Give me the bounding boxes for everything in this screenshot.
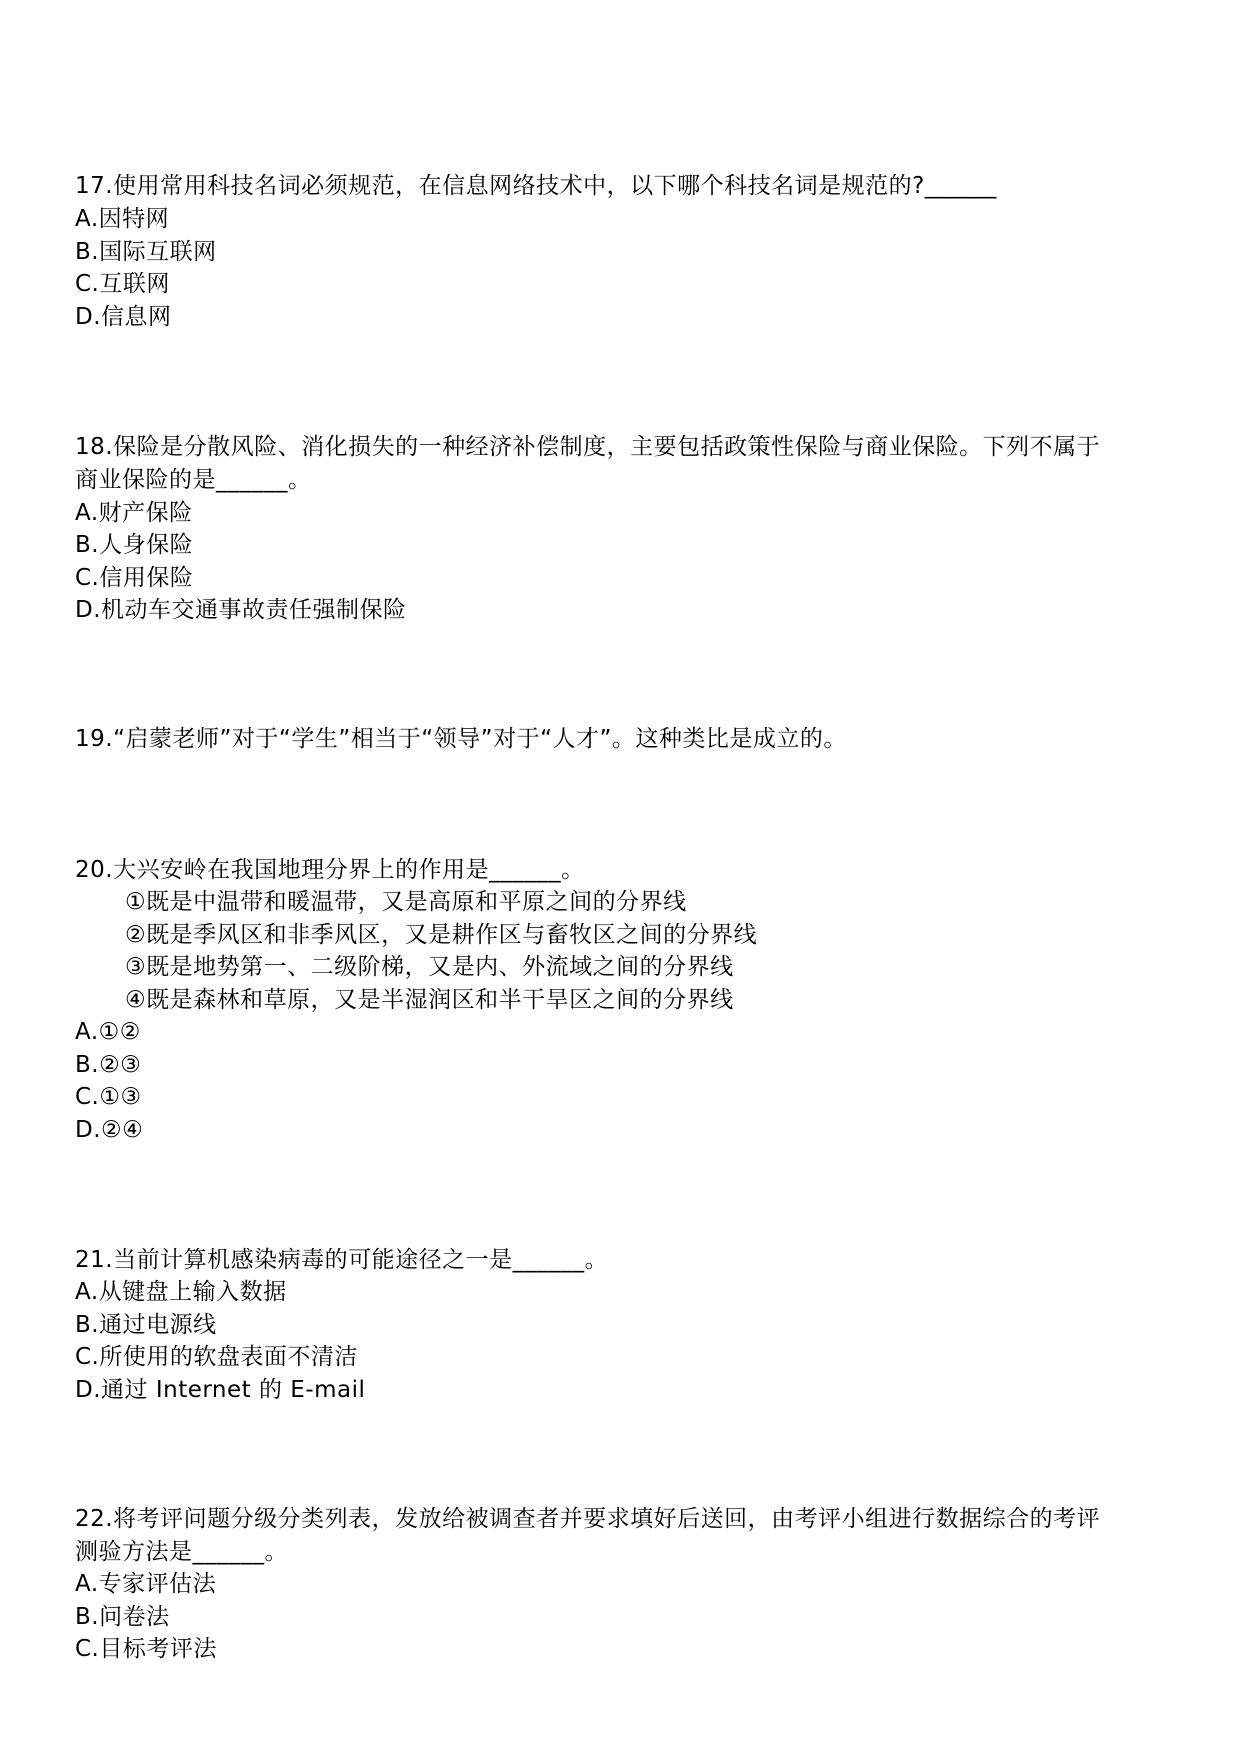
question-20-option-a: A.①② xyxy=(75,1019,141,1045)
question-21-option-b: B.通过电源线 xyxy=(75,1312,217,1338)
question-19-stem: 19.“启蒙老师”对于“学生”相当于“领导”对于“人才”。这种类比是成立的。 xyxy=(75,726,847,752)
question-20-option-b: B.②③ xyxy=(75,1052,142,1078)
question-21-option-c: C.所使用的软盘表面不清洁 xyxy=(75,1344,358,1370)
question-20-option-c: C.①③ xyxy=(75,1084,142,1110)
question-22-stem-line-1: 22.将考评问题分级分类列表，发放给被调查者并要求填好后送回，由考评小组进行数据综合的考评 xyxy=(75,1506,1101,1532)
question-20-statement-4: ④既是森林和草原，又是半湿润区和半干旱区之间的分界线 xyxy=(125,987,734,1013)
question-18-stem-line-2: 商业保险的是______。 xyxy=(75,467,312,493)
question-22-option-a: A.专家评估法 xyxy=(75,1571,217,1597)
question-20-statement-2: ②既是季风区和非季风区，又是耕作区与畜牧区之间的分界线 xyxy=(125,922,758,948)
question-18-option-c: C.信用保险 xyxy=(75,565,194,591)
question-17-stem: 17.使用常用科技名词必须规范，在信息网络技术中，以下哪个科技名词是规范的?______ xyxy=(75,173,997,199)
question-17-option-b: B.国际互联网 xyxy=(75,239,217,265)
question-20-statement-3: ③既是地势第一、二级阶梯，又是内、外流域之间的分界线 xyxy=(125,954,734,980)
question-17-option-a: A.因特网 xyxy=(75,206,170,232)
question-21-option-d: D.通过 Internet 的 E-mail xyxy=(75,1377,366,1403)
question-17-option-d: D.信息网 xyxy=(75,304,172,330)
question-20-option-d: D.②④ xyxy=(75,1117,144,1143)
question-20-stem: 20.大兴安岭在我国地理分界上的作用是______。 xyxy=(75,857,585,883)
question-18-option-d: D.机动车交通事故责任强制保险 xyxy=(75,597,407,623)
question-18-option-a: A.财产保险 xyxy=(75,500,193,526)
question-21-stem: 21.当前计算机感染病毒的可能途径之一是______。 xyxy=(75,1247,609,1273)
question-21-option-a: A.从键盘上输入数据 xyxy=(75,1279,287,1305)
question-18-option-b: B.人身保险 xyxy=(75,532,194,558)
question-22-stem-line-2: 测验方法是______。 xyxy=(75,1539,288,1565)
question-20-statement-1: ①既是中温带和暖温带，又是高原和平原之间的分界线 xyxy=(125,889,687,915)
question-17-option-c: C.互联网 xyxy=(75,271,170,297)
question-22-option-b: B.问卷法 xyxy=(75,1604,170,1630)
question-22-option-c: C.目标考评法 xyxy=(75,1636,217,1662)
question-18-stem-line-1: 18.保险是分散风险、消化损失的一种经济补偿制度，主要包括政策性保险与商业保险。下列不属于 xyxy=(75,434,1101,460)
